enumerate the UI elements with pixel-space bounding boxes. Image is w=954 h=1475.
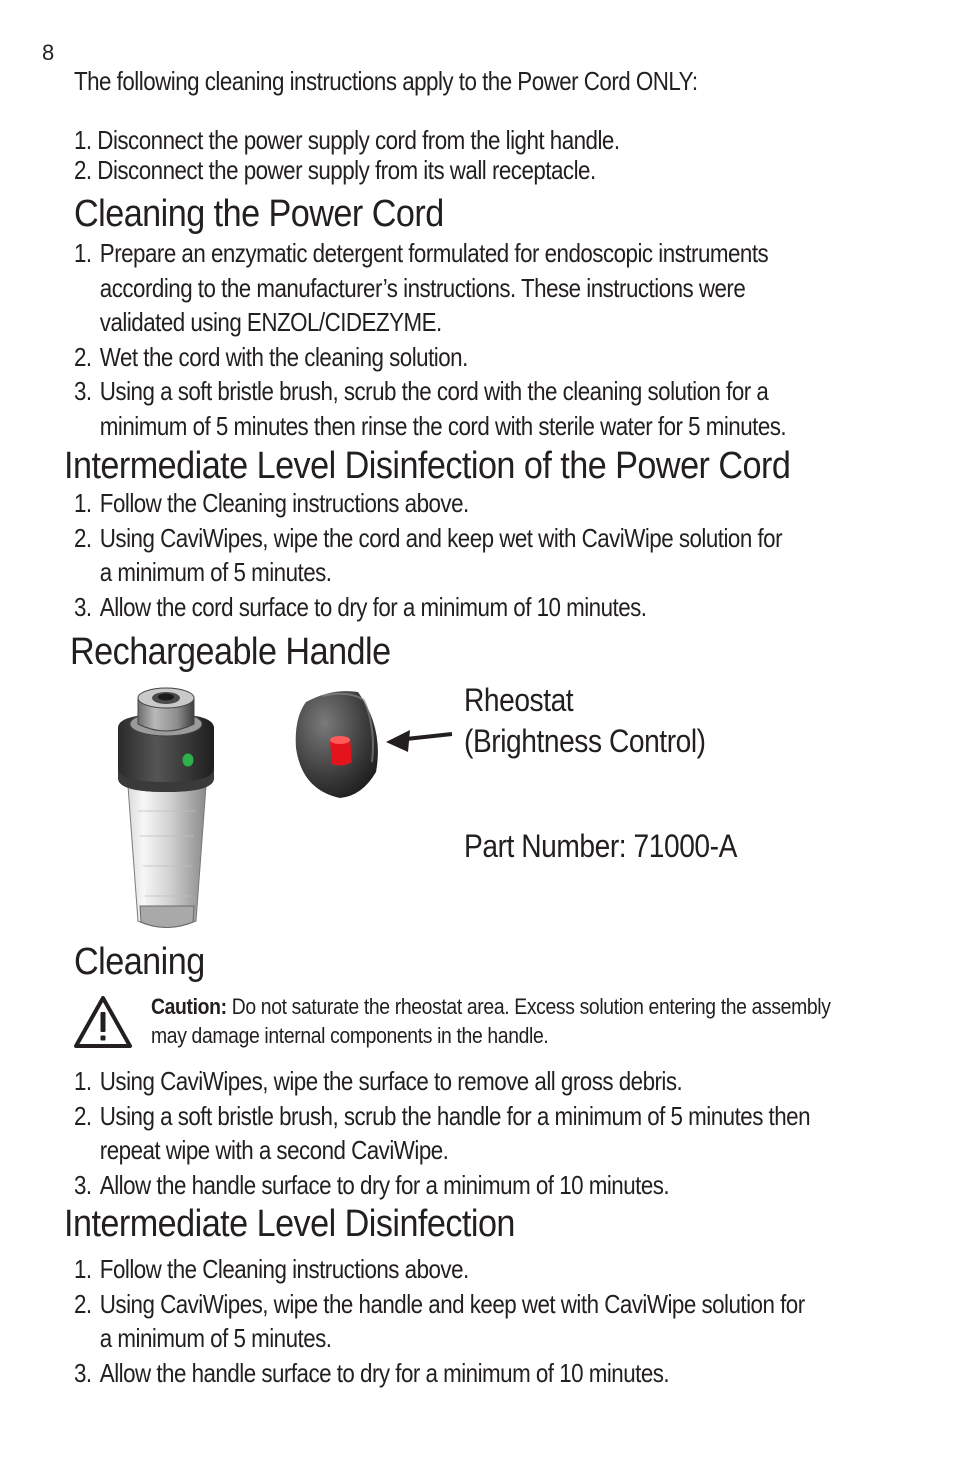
cleaning-handle-steps: [74, 1064, 810, 1202]
list-item: 1. Follow the Cleaning instructions above.: [74, 1252, 805, 1287]
intro-steps: [74, 125, 620, 185]
intro-step: 2. Disconnect the power supply from its wall receptacle.: [74, 155, 596, 185]
page-number: 8: [42, 40, 55, 65]
step-number: 2.: [74, 1288, 92, 1319]
step-number: 2.: [74, 1100, 92, 1131]
step-number: 1.: [74, 1066, 92, 1096]
section-title-cleaning-cord: Cleaning the Power Cord: [74, 193, 444, 235]
list-item: 3. Allow the cord surface to dry for a minimum of 10 minutes.: [74, 590, 782, 625]
part-number: Part Number: 71000-A: [464, 828, 737, 864]
list-item: 3. Allow the handle surface to dry for a minimum of 10 minutes.: [74, 1356, 805, 1391]
step-number: 1.: [74, 238, 92, 268]
intro-text: The following cleaning instructions apply to the Power Cord ONLY:: [74, 66, 698, 96]
list-item: 1. Prepare an enzymatic detergent formulated for endoscopic instruments according to the manufacturer’s instructions. These instructions were validated using ENZOL/CIDEZYME.: [74, 238, 769, 337]
handle-illustration: [110, 686, 220, 936]
section-title-handle: Rechargeable Handle: [70, 631, 391, 673]
list-item: 2. Wet the cord with the cleaning solution.: [74, 340, 786, 375]
rheostat-label-line: (Brightness Control): [464, 723, 706, 759]
list-item: 2. Using a soft bristle brush, scrub the handle for a minimum of 5 minutes then repeat wipe with a second CaviWipe.: [74, 1100, 811, 1165]
step-number: 3.: [74, 591, 92, 622]
rheostat-label: [464, 680, 706, 762]
caution-note: [151, 992, 831, 1050]
step-number: 3.: [74, 1357, 92, 1388]
caution-text: may damage internal components in the handle.: [151, 1023, 549, 1048]
section-title-disinfect-cord: Intermediate Level Disinfection of the Power Cord: [64, 445, 791, 487]
list-item: 3. Using a soft bristle brush, scrub the cord with the cleaning solution for a minimum of 5 minutes then rinse the cord with sterile water for 5 minutes.: [74, 376, 787, 441]
section-title-cleaning-handle: Cleaning: [74, 941, 205, 983]
step-number: 3.: [74, 1169, 92, 1200]
rheostat-closeup-illustration: [292, 688, 384, 800]
disinfect-cord-steps: [74, 486, 782, 624]
arrow-left-icon: [384, 722, 454, 756]
step-number: 3.: [74, 376, 92, 406]
section-title-disinfect-handle: Intermediate Level Disinfection: [64, 1203, 515, 1245]
caution-label: Caution:: [151, 994, 227, 1019]
step-number: 2.: [74, 341, 92, 372]
cleaning-cord-steps: [74, 236, 786, 443]
warning-triangle-icon: [72, 994, 134, 1050]
list-item: 2. Using CaviWipes, wipe the cord and keep wet with CaviWipe solution for a minimum of 5 minutes.: [74, 522, 783, 587]
list-item: 1. Using CaviWipes, wipe the surface to remove all gross debris.: [74, 1064, 810, 1099]
caution-text: Do not saturate the rheostat area. Excess solution entering the assembly: [226, 994, 831, 1019]
list-item: 2. Using CaviWipes, wipe the handle and keep wet with CaviWipe solution for a minimum of 5 minutes.: [74, 1288, 805, 1353]
list-item: 3. Allow the handle surface to dry for a minimum of 10 minutes.: [74, 1168, 810, 1203]
intro-step: 1. Disconnect the power supply cord from the light handle.: [74, 125, 620, 155]
disinfect-handle-steps: [74, 1252, 805, 1390]
step-number: 1.: [74, 488, 92, 518]
step-number: 2.: [74, 522, 92, 553]
rheostat-label-line: Rheostat: [464, 682, 574, 718]
list-item: 1. Follow the Cleaning instructions above.: [74, 486, 782, 521]
step-number: 1.: [74, 1254, 92, 1284]
